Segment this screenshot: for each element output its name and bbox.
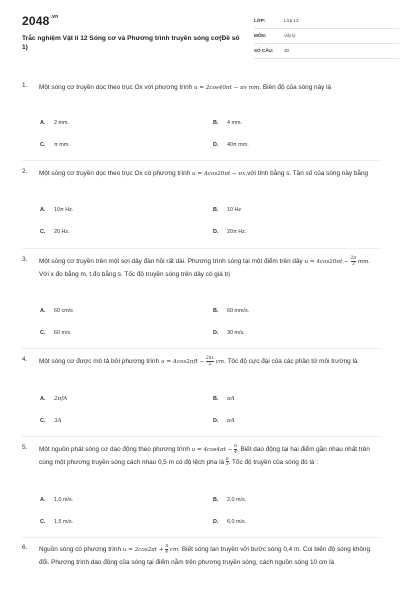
meta-row-mon <box>254 31 399 44</box>
fraction: $\frac{\pi}{4}$ <box>165 543 169 554</box>
lop-label: LỚP: <box>254 18 266 23</box>
fraction: $\frac{\pi}{3}$ <box>225 455 229 467</box>
question-text: Một sóng cơ truyền dọc theo trục Ox có phương trình u = Acos20πt − πx,với tính bằng s. Tần số của sóng này bằng <box>39 170 369 177</box>
question-number: 4. <box>22 356 28 363</box>
option-c[interactable]: C. 20 Hz. <box>40 229 70 235</box>
option-d[interactable]: D. 20π Hz. <box>213 229 247 235</box>
meta-row-lop <box>254 16 399 29</box>
page-title: Trắc nghiệm Vật lí 12 Sóng cơ và Phương trình truyền sóng cơ(Đề số 1) <box>22 35 240 51</box>
question-number: 1. <box>22 82 28 89</box>
option-c[interactable]: C. π mm. <box>40 142 70 148</box>
option-a[interactable]: A. 1,0 m/s. <box>40 497 74 503</box>
option-a[interactable]: A. 2 mm. <box>40 120 69 126</box>
question-text: Một sóng cơ được mô tả bởi phương trình $u = Acos2\pi ft - \frac{2\pi x}{\lambda}$ cm. Tốc độ cực đại của các phần tử môi trường là <box>39 355 358 366</box>
question-text: Một sóng cơ truyền dọc theo trục Ox với phương trình u = 2cos40πt − πx mm. Biên độ của sóng này là <box>39 84 332 91</box>
formula: u = Acos2πft − <box>160 359 205 365</box>
formula: u = Acos20πt − πx <box>191 171 246 177</box>
question-text: Nguồn sóng có phương trình $u = 2\cos 2\pi t + \frac{\pi}{4}$ cm. Biết sóng lan truyền với bước sóng 0,4 m. Coi biên độ sóng không đổi. Phương trình dao động của sóng tại điểm nằm trên phương truyền sóng, cách nguồn sóng 10 cm là <box>39 543 371 566</box>
option-d[interactable]: D. πA <box>213 418 235 424</box>
divider <box>22 160 382 161</box>
option-a[interactable]: A. 2πfA <box>40 396 68 402</box>
option-a[interactable]: A. 10π Hz. <box>40 207 74 213</box>
divider <box>22 436 382 437</box>
question-number: 3. <box>22 256 28 263</box>
option-d[interactable]: D. 6,0 m/s. <box>213 519 247 525</box>
option-c[interactable]: C. 3A <box>40 418 62 424</box>
mon-label: MÔN: <box>254 33 267 38</box>
option-c[interactable]: C. 60 m/s. <box>40 330 72 336</box>
divider <box>22 248 382 249</box>
option-b[interactable]: B. 10 Hz <box>213 207 242 213</box>
site-logo[interactable]: $2048^{.vn}$ <box>22 14 59 28</box>
question-number: 6. <box>22 544 28 551</box>
formula: u = 4cos20πt − <box>304 259 349 265</box>
meta-info <box>254 16 399 61</box>
fraction: $\frac{\pi}{4}$ <box>234 443 237 454</box>
formula: u = 2cos40πt − πx mm <box>194 85 260 91</box>
formula: u = 2cos2πt + <box>122 547 164 553</box>
mon-value: Vật lý <box>284 33 296 38</box>
question-text: Một nguồn phát sóng cơ dao động theo phương trình $u = 4\cos 4\pi t - \frac{\pi}{4}$ . Biết dao động tại hai điểm gần nhau nhất trên cùng một phương truyền sóng cách nhau 0,5 m có độ lệch pha là $\frac{\pi}{3}$ . Tốc độ truyền của sóng đó là : <box>39 443 370 467</box>
option-b[interactable]: B. 60 mm/s. <box>213 308 250 314</box>
option-d[interactable]: D. 30 m/s. <box>213 330 245 336</box>
so-cau-value: 30 <box>284 48 290 53</box>
question-text: Một sóng cơ truyền trên một sợi dây đàn hồi rất dài. Phương trình sóng tại một điểm trên dây $u = 4\cos 20\pi t - \frac{2\pi}{3}$ mm. Với x đo bằng m, t đo bằng s. Tốc độ truyền sóng trên dây có giá trị <box>39 255 371 278</box>
option-c[interactable]: C. 1,5 m/s. <box>40 519 74 525</box>
divider <box>22 537 382 538</box>
option-b[interactable]: B. πA <box>213 396 235 402</box>
question-number: 2. <box>22 168 28 175</box>
fraction: $\frac{2\pi x}{\lambda}$ <box>206 355 214 366</box>
divider <box>22 348 382 349</box>
question-number: 5. <box>22 444 28 451</box>
header <box>22 12 382 64</box>
so-cau-label: SỐ CÂU: <box>254 48 274 53</box>
option-b[interactable]: B. 4 mm. <box>213 120 242 126</box>
fraction: $\frac{2\pi}{3}$ <box>350 255 357 266</box>
option-d[interactable]: D. 40π mm. <box>213 142 249 148</box>
lop-value: Lớp 12 <box>284 18 299 23</box>
option-b[interactable]: B. 2,0 m/s. <box>213 497 247 503</box>
meta-row-so-cau <box>254 46 399 59</box>
option-a[interactable]: A. 60 cm/s <box>40 308 73 314</box>
formula: u = 4cos4πt − <box>191 447 233 453</box>
